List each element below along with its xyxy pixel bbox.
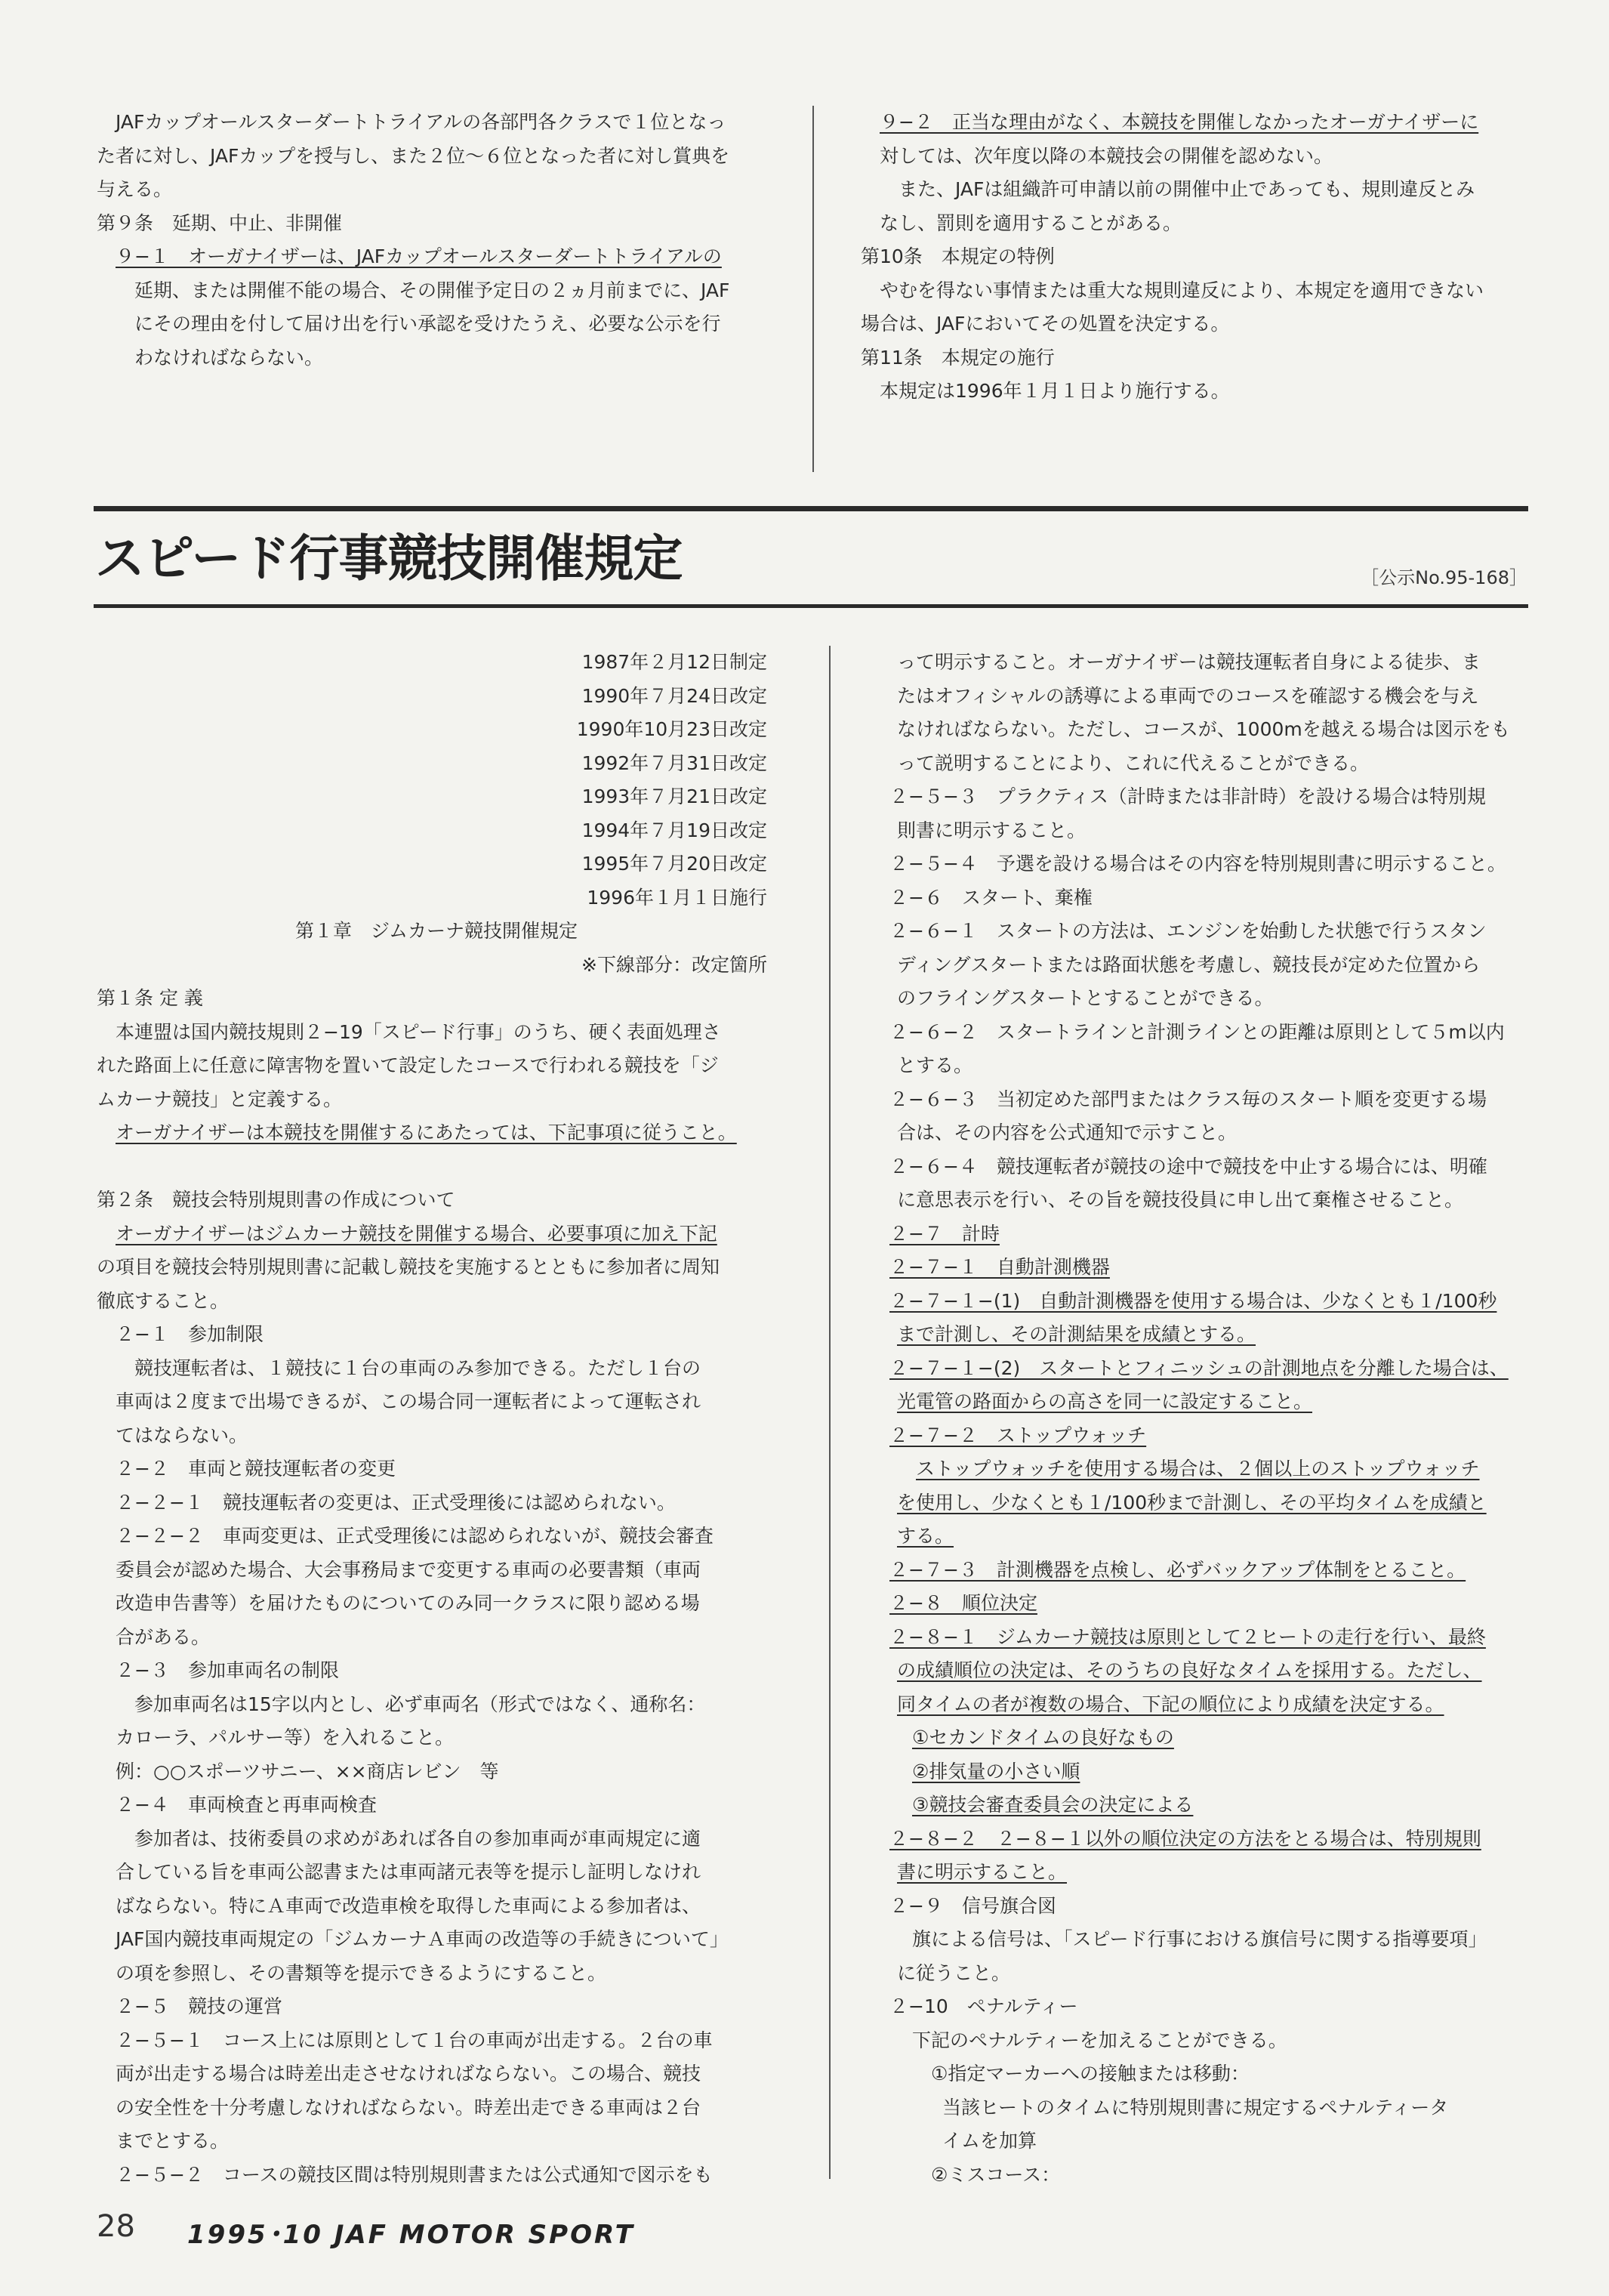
text-line: ２−５−４ 予選を設ける場合はその内容を特別規則書に明示すること。 — [889, 853, 1506, 875]
text-line: ディングスタートまたは路面状態を考慮し、競技長が定めた位置から — [897, 953, 1481, 976]
text-line: JAFカップオールスターダートトライアルの各部門各クラスで１位となっ — [116, 111, 726, 133]
text-line: ２−２ 車両と競技運転者の変更 — [116, 1458, 396, 1480]
text-line: 光電管の路面からの高さを同一に設定すること。 — [897, 1390, 1313, 1412]
text-line: ２−４ 車両検査と再車両検査 — [116, 1794, 377, 1816]
text-line: 第９条 延期、中止、非開催 — [97, 211, 343, 234]
text-line: ②排気量の小さい順 — [912, 1760, 1080, 1782]
text-line: 1994年７月19日改定 — [581, 819, 767, 841]
text-line: 1987年２月12日制定 — [581, 651, 767, 673]
text-line: にその理由を付して届け出を行い承認を受けたうえ、必要な公示を行 — [134, 313, 721, 335]
text-line: ９−１ オーガナイザーは、JAFカップオールスターダートトライアルの — [116, 245, 722, 267]
text-line: ③競技会審査委員会の決定による — [912, 1794, 1194, 1816]
text-line: また、JAFは組織許可申請以前の開催中止であっても、規則違反とみ — [899, 178, 1475, 200]
text-line: 1990年７月24日改定 — [581, 684, 767, 707]
text-line: ２−５−２ コースの競技区間は特別規則書または公式通知で図示をも — [116, 2163, 713, 2186]
text-line: 当該ヒートのタイムに特別規則書に規定するペナルティータ — [942, 2096, 1449, 2119]
text-line: わなければならない。 — [134, 346, 324, 369]
magazine-footer: 1995･10 JAF MOTOR SPORT — [187, 2220, 635, 2250]
text-line: カローラ、パルサー等）を入れること。 — [116, 1727, 455, 1748]
column-bottom-right — [889, 646, 1554, 2192]
text-line: てはならない。 — [116, 1424, 248, 1446]
text-line: 延期、または開催不能の場合、その開催予定日の２ヵ月前までに、JAF — [134, 279, 730, 301]
text-line: 競技運転者は、１競技に１台の車両のみ参加できる。ただし１台の — [134, 1356, 701, 1379]
text-line: ２−８−１ ジムカーナ競技は原則として２ヒートの走行を行い、最終 — [889, 1625, 1486, 1648]
text-line: 合は、その内容を公式通知で示すこと。 — [897, 1122, 1238, 1143]
column-top-right — [861, 106, 1533, 409]
text-line: た者に対し、JAFカップを授与し、また２位〜６位となった者に対し賞典を — [97, 144, 730, 167]
text-line: のフライングスタートとすることができる。 — [897, 987, 1274, 1009]
text-line: 参加者は、技術委員の求めがあれば各自の参加車両が車両規定に適 — [134, 1827, 701, 1850]
text-line — [97, 1150, 776, 1184]
text-line: ２−２−１ 競技運転者の変更は、正式受理後には認められない。 — [116, 1491, 676, 1514]
column-divider-top — [812, 106, 814, 472]
text-line: ２−５ 競技の運営 — [116, 1995, 282, 2017]
text-line: ①指定マーカーへの接触または移動： — [931, 2063, 1250, 2085]
text-line: する。 — [897, 1525, 954, 1547]
text-line: 第10条 本規定の特例 — [861, 245, 1055, 267]
text-line: 合がある。 — [116, 1625, 211, 1648]
text-line: 第11条 本規定の施行 — [861, 346, 1055, 369]
text-line: 下記のペナルティーを加えることができる。 — [912, 2029, 1287, 2051]
text-line: に意思表示を行い、その旨を競技役員に申し出て棄権させること。 — [897, 1189, 1464, 1211]
text-line: ２−７−１−(2) スタートとフィニッシュの計測地点を分離した場合は、 — [889, 1356, 1509, 1379]
text-line: たはオフィシャルの誘導による車両でのコースを確認する機会を与え — [897, 684, 1479, 707]
text-line: ２−７−１ 自動計測機器 — [889, 1256, 1110, 1278]
text-line: れた路面上に任意に障害物を置いて設定したコースで行われる競技を「ジ — [97, 1054, 719, 1076]
column-bottom-left — [97, 646, 776, 2192]
text-line: ばならない。特にＡ車両で改造車検を取得した車両による参加者は、 — [116, 1894, 701, 1917]
text-line: ２−２−２ 車両変更は、正式受理後には認められないが、競技会審査 — [116, 1525, 714, 1547]
text-line: オーガナイザーはジムカーナ競技を開催する場合、必要事項に加え下記 — [116, 1222, 717, 1245]
text-line: ９−２ 正当な理由がなく、本競技を開催しなかったオーガナイザーに — [880, 111, 1479, 133]
title-rule-bottom — [94, 604, 1528, 608]
text-line: ２−８ 順位決定 — [889, 1592, 1037, 1614]
text-line: ２−６−１ スタートの方法は、エンジンを始動した状態で行うスタン — [889, 920, 1487, 942]
text-line: 本規定は1996年１月１日より施行する。 — [880, 380, 1230, 402]
text-line: 同タイムの者が複数の場合、下記の順位により成績を決定する。 — [897, 1693, 1444, 1715]
text-line: 1990年10月23日改定 — [576, 718, 767, 740]
text-line: ②ミスコース： — [931, 2163, 1061, 2186]
text-line: までとする。 — [116, 2130, 230, 2152]
column-top-left — [97, 106, 761, 375]
text-line: 与える。 — [97, 178, 173, 200]
text-line: ２−６−４ 競技運転者が競技の途中で競技を中止する場合には、明確 — [889, 1155, 1487, 1177]
text-line: とする。 — [897, 1054, 973, 1076]
text-line: 旗による信号は、「スピード行事における旗信号に関する指導要項」 — [912, 1928, 1487, 1950]
text-line: 例：○○スポーツサニー、××商店レビン 等 — [116, 1760, 499, 1782]
title-rule-top — [94, 506, 1528, 511]
text-line: ２−７−１−(1) 自動計測機器を使用する場合は、少なくとも１/100秒 — [889, 1289, 1497, 1312]
text-line: の安全性を十分考慮しなければならない。時差出走できる車両は２台 — [116, 2096, 701, 2119]
text-line: 徹底すること。 — [97, 1289, 230, 1312]
text-line: 1996年１月１日施行 — [587, 886, 767, 909]
text-line: ムカーナ競技」と定義する。 — [97, 1088, 343, 1110]
text-line: って明示すること。オーガナイザーは競技運転者自身による徒歩、ま — [897, 651, 1481, 673]
text-line: ２−７−２ ストップウォッチ — [889, 1424, 1147, 1446]
text-line: ２−９ 信号旗合図 — [889, 1894, 1056, 1917]
text-line: オーガナイザーは本競技を開催するにあたっては、下記事項に従うこと。 — [116, 1122, 737, 1143]
text-line: ２−８−２ ２−８−１以外の順位決定の方法をとる場合は、特別規則 — [889, 1827, 1481, 1850]
text-line: 改造申告書等）を届けたものについてのみ同一クラスに限り認める場 — [116, 1592, 700, 1614]
text-line: 本連盟は国内競技規則２−19「スピード行事」のうち、硬く表面処理さ — [116, 1020, 721, 1043]
text-line: 委員会が認めた場合、大会事務局まで変更する車両の必要書類（車両 — [116, 1558, 701, 1581]
text-line: ２−６−３ 当初定めた部門またはクラス毎のスタート順を変更する場 — [889, 1088, 1487, 1110]
text-line: ２−５−１ コース上には原則として１台の車両が出走する。２台の車 — [116, 2029, 713, 2051]
text-line: ２−７ 計時 — [889, 1222, 1000, 1245]
text-line: 第１条 定 義 — [97, 987, 203, 1009]
text-line: やむを得ない事情または重大な規則違反により、本規定を適用できない — [880, 279, 1484, 301]
text-line: 1993年７月21日改定 — [581, 785, 767, 807]
text-line: ２−６ スタート、棄権 — [889, 886, 1093, 909]
text-line: ※下線部分：改定箇所 — [581, 953, 767, 976]
text-line: ２−６−２ スタートラインと計測ラインとの距離は原則として５m以内 — [889, 1020, 1505, 1043]
page-number: 28 — [97, 2209, 135, 2244]
text-line: ①セカンドタイムの良好なもの — [912, 1727, 1174, 1748]
text-line: 対しては、次年度以降の本競技会の開催を認めない。 — [880, 144, 1333, 167]
text-line: 車両は２度まで出場できるが、この場合同一運転者によって運転され — [116, 1390, 701, 1412]
text-line: 第２条 競技会特別規則書の作成について — [97, 1189, 455, 1211]
text-line: 則書に明示すること。 — [897, 819, 1087, 841]
text-line: 両が出走する場合は時差出走させなければならない。この場合、競技 — [116, 2063, 701, 2085]
text-line: ２−７−３ 計測機器を点検し、必ずバックアップ体制をとること。 — [889, 1558, 1466, 1581]
text-line: ストップウォッチを使用する場合は、２個以上のストップウォッチ — [916, 1458, 1480, 1480]
notice-number: ［公示No.95-168］ — [1361, 567, 1527, 588]
text-line: の項目を競技会特別規則書に記載し競技を実施するとともに参加者に周知 — [97, 1256, 720, 1278]
text-line: JAF国内競技車両規定の「ジムカーナＡ車両の改造等の手続きについて」 — [116, 1928, 729, 1950]
text-line: 参加車両名は15字以内とし、必ず車両名（形式ではなく、通称名： — [134, 1693, 706, 1715]
text-line: 1995年７月20日改定 — [581, 853, 767, 875]
column-divider-bottom — [829, 646, 831, 2179]
text-line: 合している旨を車両公認書または車両諸元表等を提示し証明しなけれ — [116, 1861, 701, 1883]
text-line: ２−３ 参加車両名の制限 — [116, 1659, 339, 1681]
text-line: ２−１ 参加制限 — [116, 1323, 264, 1345]
text-line: に従うこと。 — [897, 1961, 1011, 1984]
text-line: 第１章 ジムカーナ競技開催規定 — [294, 920, 578, 942]
text-line: の成績順位の決定は、そのうちの良好なタイムを採用する。ただし、 — [897, 1659, 1482, 1681]
text-line: まで計測し、その計測結果を成績とする。 — [897, 1323, 1256, 1345]
text-line: ２−５−３ プラクティス（計時または非計時）を設ける場合は特別規 — [889, 785, 1486, 807]
text-line: なければならない。ただし、コースが、1000mを越える場合は図示をも — [897, 718, 1510, 740]
text-line: なし、罰則を適用することがある。 — [880, 211, 1182, 234]
page-title: スピード行事競技開催規定 — [95, 529, 683, 588]
text-line: って説明することにより、これに代えることができる。 — [897, 751, 1370, 774]
text-line: 場合は、JAFにおいてその処置を決定する。 — [861, 313, 1230, 335]
text-line: 書に明示すること。 — [897, 1861, 1068, 1883]
text-line: イムを加算 — [942, 2130, 1037, 2152]
text-line: 1992年７月31日改定 — [581, 751, 767, 774]
text-line: ２−10 ペナルティー — [889, 1995, 1078, 2017]
text-line: の項を参照し、その書類等を提示できるようにすること。 — [116, 1961, 607, 1984]
text-line: を使用し、少なくとも１/100秒まで計測し、その平均タイムを成績と — [897, 1491, 1487, 1514]
